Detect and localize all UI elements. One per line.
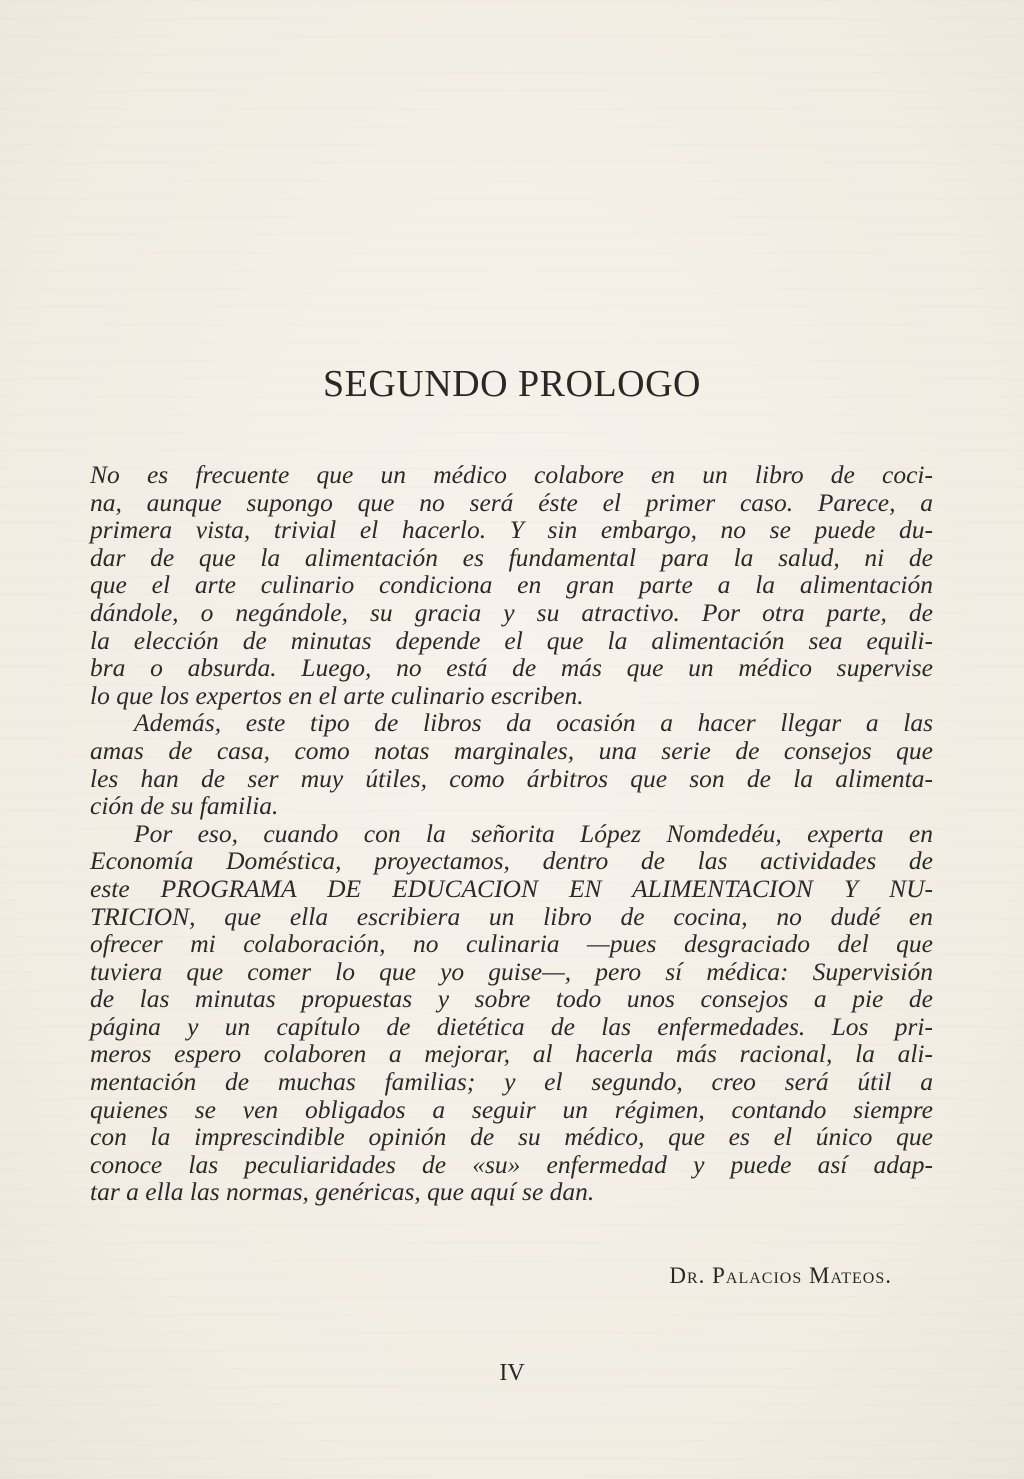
page-number: IV — [499, 1360, 525, 1386]
text-line: amas de casa, como notas marginales, una serie de consejos que — [90, 735, 933, 765]
text-line: de las minutas propuestas y sobre todo unos consejos a pie de — [90, 984, 933, 1014]
text-line: que el arte culinario condiciona en gran parte a la alimentación — [90, 570, 933, 600]
page-title: SEGUNDO PROLOGO — [322, 363, 702, 405]
text-line: No es frecuente que un médico colabore en un libro de coci- — [90, 460, 933, 489]
paragraph-2 — [90, 709, 933, 819]
author-signature: Dr. Palacios Mateos. — [669, 1263, 892, 1288]
text-line: primera vista, trivial el hacerlo. Y sin embargo, no se puede du- — [90, 515, 933, 545]
text-line: dar de que la alimentación es fundamental para la salud, ni de — [90, 542, 933, 572]
text-line: este PROGRAMA DE EDUCACION EN ALIMENTACION Y NU- — [90, 873, 933, 903]
text-line: na, aunque supongo que no será éste el primer caso. Parece, a — [90, 487, 933, 517]
text-line: página y un capítulo de dietética de las enfermedades. Los pri- — [90, 1011, 933, 1041]
text-line: dándole, o negándole, su gracia y su atractivo. Por otra parte, de — [90, 597, 933, 627]
text-line: conoce las peculiaridades de «su» enfermedad y puede así adap- — [90, 1149, 933, 1179]
text-line: lo que los expertos en el arte culinario escriben. — [90, 680, 584, 710]
text-line: TRICION, que ella escribiera un libro de cocina, no dudé en — [90, 901, 933, 931]
text-line: meros espero colaboren a mejorar, al hacerla más racional, la ali- — [90, 1039, 933, 1069]
text-line: Además, este tipo de libros da ocasión a hacer llegar a las — [134, 708, 933, 738]
text-line: mentación de muchas familias; y el segundo, creo será útil a — [90, 1067, 933, 1097]
text-line: bra o absurda. Luego, no está de más que un médico supervise — [90, 653, 933, 683]
text-line: con la imprescindible opinión de su médico, que es el único que — [90, 1122, 933, 1152]
text-line: ción de su familia. — [90, 791, 279, 821]
text-line: Economía Doméstica, proyectamos, dentro de las actividades de — [90, 846, 933, 876]
text-line: Por eso, cuando con la señorita López Nomdedéu, experta en — [134, 818, 933, 848]
text-line: tuviera que comer lo que yo guise—, pero sí médica: Supervisión — [90, 956, 933, 986]
text-line: quienes se ven obligados a seguir un régimen, contando siempre — [90, 1094, 933, 1124]
text-line: ofrecer mi colaboración, no culinaria —pues desgraciado del que — [90, 929, 933, 959]
text-line: tar a ella las normas, genéricas, que aquí se dan. — [90, 1177, 595, 1207]
paragraph-3 — [90, 820, 933, 1206]
prologue-body — [90, 461, 933, 1206]
text-line: la elección de minutas depende el que la alimentación sea equili- — [90, 625, 933, 655]
text-line: les han de ser muy útiles, como árbitros que son de la alimenta- — [90, 763, 933, 793]
paragraph-1 — [90, 461, 933, 709]
